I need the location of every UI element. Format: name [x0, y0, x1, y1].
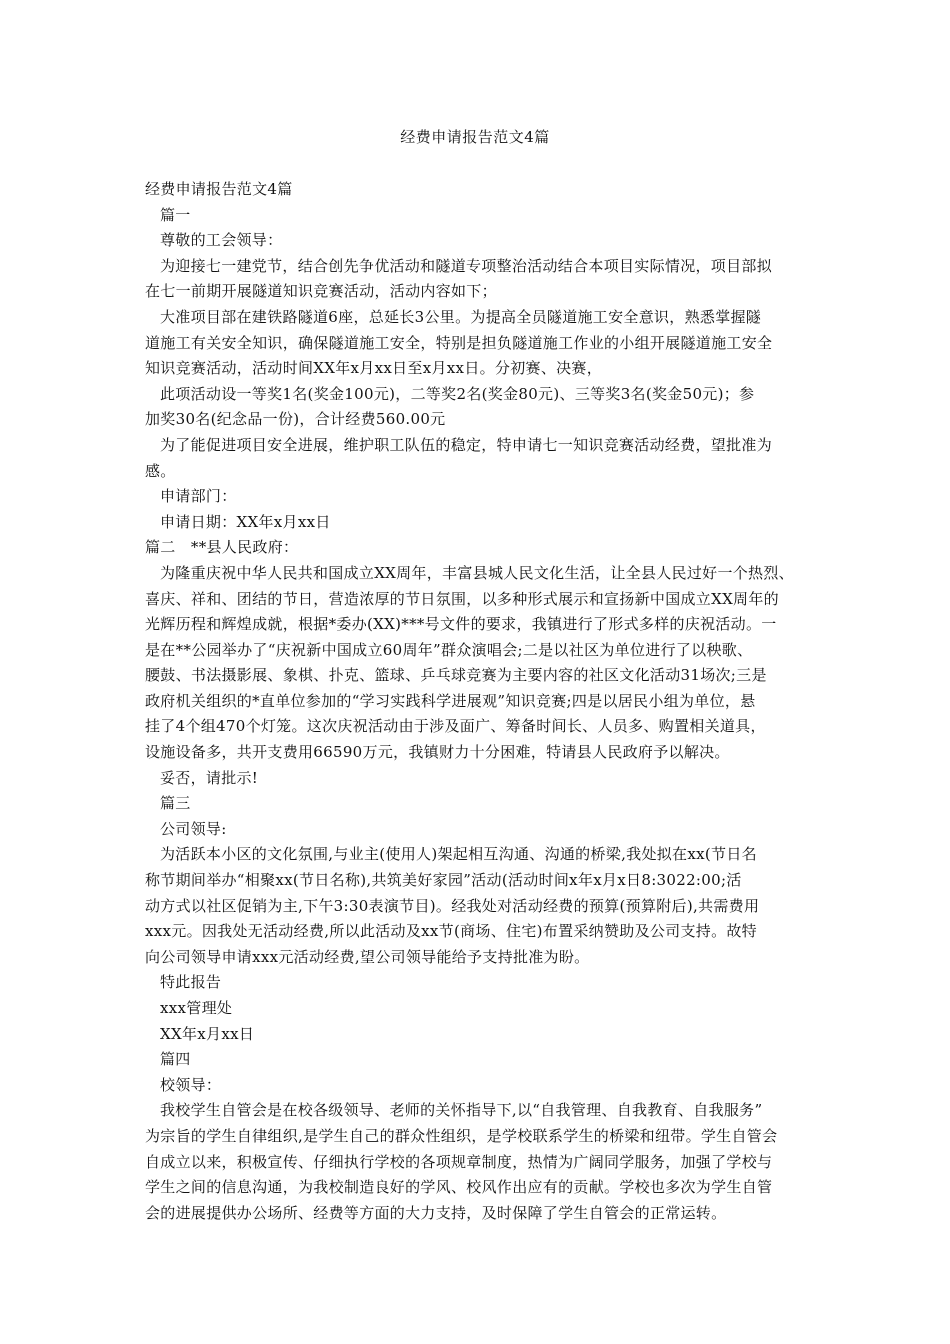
- paragraph-line: 动方式以社区促销为主,下午3:30表演节目)。经我处对活动经费的预算(预算附后),共需费用: [145, 896, 760, 915]
- heading-line: 经费申请报告范文4篇: [145, 180, 293, 198]
- paragraph-line: 学生之间的信息沟通，为我校制造良好的学风、校风作出应有的贡献。学校也多次为学生自管: [145, 1178, 773, 1197]
- paragraph-line: 为迎接七一建党节，结合创先争优活动和隧道专项整治活动结合本项目实际情况，项目部拟: [160, 256, 773, 275]
- paragraph-line: 为宗旨的学生自律组织,是学生自己的群众性组织，是学校联系学生的桥梁和纽带。学生自管会: [145, 1126, 778, 1145]
- salutation: 尊敬的工会领导：: [160, 231, 283, 250]
- paragraph-line: 我校学生自管会是在校各级领导、老师的关怀指导下,以“自我管理、自我教育、自我服务”: [160, 1101, 763, 1120]
- paragraph-line: 在七一前期开展隧道知识竞赛活动，活动内容如下；: [145, 282, 497, 301]
- paragraph-line: 设施设备多，共开支费用66590万元，我镇财力十分困难，特请县人民政府予以解决。: [145, 743, 730, 762]
- paragraph-line: 挂了4个组470个灯笼。这次庆祝活动由于涉及面广、筹备时间长、人员多、购置相关道具，: [145, 717, 766, 736]
- paragraph-line: 光辉历程和辉煌成就，根据*委办(XX)***号文件的要求，我镇进行了形式多样的庆祝活动。一: [145, 615, 777, 634]
- paragraph-line: 为隆重庆祝中华人民共和国成立XX周年，丰富县城人民文化生活，让全县人民过好一个热烈、: [160, 563, 794, 582]
- paragraph-line: 政府机关组织的*直单位参加的“学习实践科学进展观”知识竞赛;四是以居民小组为单位，悬: [145, 691, 756, 710]
- paragraph-line: 喜庆、祥和、团结的节日，营造浓厚的节日氛围，以多种形式展示和宣扬新中国成立XX周年的: [145, 589, 779, 608]
- section-heading-3: 篇三: [160, 794, 191, 813]
- document-body: [145, 177, 815, 1226]
- paragraph-line: 知识竞赛活动，活动时间XX年x月xx日至x月xx日。分初赛、决赛，: [145, 359, 603, 378]
- closing-line: 妥否，请批示!: [160, 768, 259, 787]
- paragraph-line: 为了能促进项目安全进展，维护职工队伍的稳定，特申请七一知识竞赛活动经费，望批准为: [160, 435, 773, 454]
- paragraph-line: 腰鼓、书法摄影展、象棋、扑克、篮球、乒乓球竞赛为主要内容的社区文化活动31场次;三是: [145, 666, 767, 685]
- salutation: 校领导：: [160, 1075, 222, 1094]
- paragraph-line: 此项活动设一等奖1名(奖金100元)，二等奖2名(奖金80元)、三等奖3名(奖金50元)；参: [160, 384, 755, 403]
- paragraph-line: 是在**公园举办了“庆祝新中国成立60周年”群众演唱会;二是以社区为单位进行了以秧歌、: [145, 640, 753, 659]
- section-heading-4: 篇四: [160, 1050, 191, 1069]
- paragraph-line: 会的进展提供办公场所、经费等方面的大力支持，及时保障了学生自管会的正常运转。: [145, 1203, 727, 1222]
- salutation: 公司领导:: [160, 819, 227, 838]
- section-heading-1: 篇一: [160, 205, 191, 224]
- paragraph-line: 感。: [145, 461, 176, 480]
- document-title: 经费申请报告范文4篇: [400, 128, 550, 146]
- paragraph-line: 大准项目部在建铁路隧道6座，总延长3公里。为提高全员隧道施工安全意识，熟悉掌握隧: [160, 307, 762, 326]
- paragraph-line: xxx元。因我处无活动经费,所以此活动及xx节(商场、住宅)布置采纳赞助及公司支持。故特: [145, 922, 757, 941]
- paragraph-line: 称节期间举办“相聚xx(节日名称),共筑美好家园”活动(活动时间x年x月x日8:3022:00;活: [145, 871, 742, 890]
- paragraph-line: 向公司领导申请xxx元活动经费,望公司领导能给予支持批准为盼。: [145, 947, 590, 966]
- paragraph-line: 加奖30名(纪念品一份)，合计经费560.00元: [145, 410, 446, 429]
- closing-line: 特此报告: [160, 973, 222, 992]
- paragraph-line: 道施工有关安全知识，确保隧道施工安全，特别是担负隧道施工作业的小组开展隧道施工安全: [145, 333, 773, 352]
- section-heading-2: 篇二 **县人民政府：: [145, 538, 299, 557]
- application-date: 申请日期：XX年x月xx日: [160, 512, 331, 531]
- paragraph-line: 自成立以来，积极宣传、仔细执行学校的各项规章制度，热情为广阔同学服务，加强了学校与: [145, 1152, 773, 1171]
- date-line: XX年x月xx日: [160, 1024, 255, 1043]
- applicant-department: 申请部门：: [160, 487, 237, 506]
- signature-line: xxx管理处: [160, 999, 233, 1017]
- paragraph-line: 为活跃本小区的文化氛围,与业主(使用人)架起相互沟通、沟通的桥梁,我处拟在xx(节日名: [160, 845, 757, 864]
